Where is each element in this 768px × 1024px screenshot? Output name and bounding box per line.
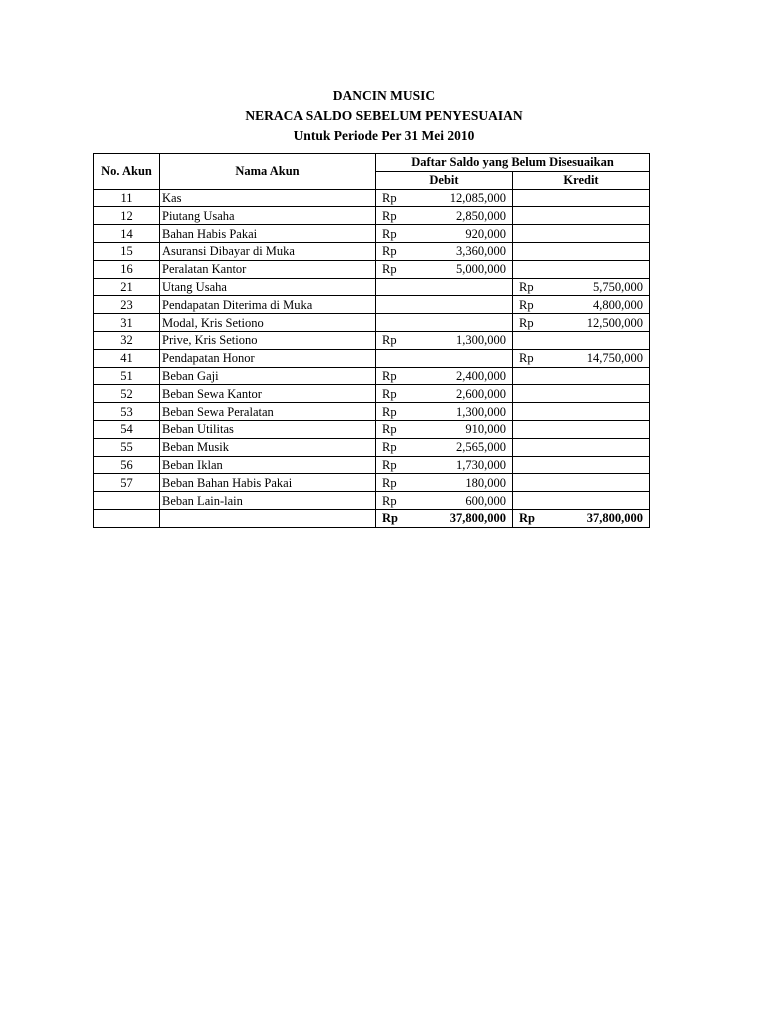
account-name: Beban Sewa Kantor (160, 385, 376, 403)
debit-cell (376, 314, 513, 332)
debit-currency: Rp (382, 386, 397, 401)
table-row (94, 278, 650, 296)
kredit-cell (513, 296, 650, 314)
kredit-cell (513, 438, 650, 456)
debit-currency: Rp (382, 190, 397, 205)
total-kredit-cell (513, 509, 650, 527)
debit-amount: 600,000 (465, 493, 506, 508)
kredit-cell (513, 385, 650, 403)
col-header-group: Daftar Saldo yang Belum Disesuaikan (376, 154, 650, 172)
debit-currency: Rp (382, 404, 397, 419)
debit-currency: Rp (382, 244, 397, 259)
debit-cell (376, 420, 513, 438)
account-number: 14 (94, 225, 160, 243)
total-debit-amount: 37,800,000 (449, 511, 506, 526)
account-name: Utang Usaha (160, 278, 376, 296)
debit-cell (376, 456, 513, 474)
col-header-no-akun: No. Akun (94, 154, 160, 190)
account-number: 53 (94, 403, 160, 421)
company-name: DANCIN MUSIC (332, 88, 436, 103)
account-name: Kas (160, 189, 376, 207)
debit-cell (376, 331, 513, 349)
total-debit-cell (376, 509, 513, 527)
total-debit-currency: Rp (382, 511, 398, 526)
table-row (94, 492, 650, 510)
debit-cell (376, 474, 513, 492)
table-row (94, 331, 650, 349)
total-no-cell (94, 509, 160, 527)
debit-cell (376, 296, 513, 314)
table-row (94, 349, 650, 367)
table-row (94, 403, 650, 421)
debit-currency: Rp (382, 422, 397, 437)
debit-currency: Rp (382, 457, 397, 472)
kredit-cell (513, 242, 650, 260)
table-row (94, 474, 650, 492)
debit-currency: Rp (382, 475, 397, 490)
report-period: Untuk Periode Per 31 Mei 2010 (293, 128, 475, 143)
kredit-cell (513, 349, 650, 367)
account-number: 16 (94, 260, 160, 278)
debit-cell (376, 349, 513, 367)
debit-currency: Rp (382, 226, 397, 241)
debit-cell (376, 278, 513, 296)
account-name: Bahan Habis Pakai (160, 225, 376, 243)
kredit-cell (513, 420, 650, 438)
debit-amount: 1,730,000 (456, 457, 506, 472)
report-title: NERACA SALDO SEBELUM PENYESUAIAN (245, 108, 523, 123)
debit-amount: 920,000 (465, 226, 506, 241)
debit-currency: Rp (382, 440, 397, 455)
account-name: Beban Lain-lain (160, 492, 376, 510)
debit-cell (376, 403, 513, 421)
total-name-cell (160, 509, 376, 527)
account-number: 52 (94, 385, 160, 403)
table-row (94, 367, 650, 385)
kredit-cell (513, 403, 650, 421)
kredit-cell (513, 314, 650, 332)
account-name: Modal, Kris Setiono (160, 314, 376, 332)
account-number: 23 (94, 296, 160, 314)
account-number: 15 (94, 242, 160, 260)
table-row (94, 242, 650, 260)
debit-cell (376, 492, 513, 510)
col-header-nama-akun: Nama Akun (160, 154, 376, 190)
total-kredit-currency: Rp (519, 511, 535, 526)
kredit-currency: Rp (519, 297, 534, 312)
kredit-cell (513, 260, 650, 278)
debit-amount: 12,085,000 (449, 190, 506, 205)
kredit-cell (513, 278, 650, 296)
table-row (94, 189, 650, 207)
debit-amount: 180,000 (465, 475, 506, 490)
kredit-amount: 14,750,000 (586, 351, 643, 366)
kredit-currency: Rp (519, 315, 534, 330)
total-kredit-amount: 37,800,000 (586, 511, 643, 526)
debit-cell (376, 367, 513, 385)
debit-currency: Rp (382, 262, 397, 277)
table-row (94, 420, 650, 438)
account-number: 32 (94, 331, 160, 349)
account-name: Beban Gaji (160, 367, 376, 385)
account-name: Piutang Usaha (160, 207, 376, 225)
debit-cell (376, 438, 513, 456)
account-name: Pendapatan Diterima di Muka (160, 296, 376, 314)
account-number: 55 (94, 438, 160, 456)
kredit-cell (513, 189, 650, 207)
col-header-kredit: Kredit (513, 171, 650, 189)
table-row (94, 314, 650, 332)
debit-currency: Rp (382, 493, 397, 508)
debit-amount: 5,000,000 (456, 262, 506, 277)
kredit-amount: 5,750,000 (593, 279, 643, 294)
kredit-amount: 12,500,000 (586, 315, 643, 330)
ledger-rows (94, 189, 650, 509)
table-row (94, 260, 650, 278)
kredit-currency: Rp (519, 351, 534, 366)
debit-cell (376, 242, 513, 260)
debit-amount: 2,850,000 (456, 208, 506, 223)
account-name: Beban Bahan Habis Pakai (160, 474, 376, 492)
debit-cell (376, 225, 513, 243)
account-number: 12 (94, 207, 160, 225)
account-number (94, 492, 160, 510)
debit-amount: 2,400,000 (456, 368, 506, 383)
account-name: Beban Iklan (160, 456, 376, 474)
table-row (94, 438, 650, 456)
trial-balance-table (93, 153, 650, 528)
kredit-currency: Rp (519, 279, 534, 294)
col-header-debit: Debit (376, 171, 513, 189)
debit-cell (376, 260, 513, 278)
debit-currency: Rp (382, 368, 397, 383)
kredit-cell (513, 492, 650, 510)
account-name: Beban Utilitas (160, 420, 376, 438)
kredit-amount: 4,800,000 (593, 297, 643, 312)
account-number: 56 (94, 456, 160, 474)
debit-amount: 2,600,000 (456, 386, 506, 401)
account-number: 11 (94, 189, 160, 207)
kredit-cell (513, 331, 650, 349)
debit-amount: 910,000 (465, 422, 506, 437)
account-number: 57 (94, 474, 160, 492)
account-name: Pendapatan Honor (160, 349, 376, 367)
account-number: 41 (94, 349, 160, 367)
kredit-cell (513, 474, 650, 492)
account-name: Peralatan Kantor (160, 260, 376, 278)
debit-amount: 1,300,000 (456, 333, 506, 348)
table-row (94, 456, 650, 474)
kredit-cell (513, 225, 650, 243)
account-name: Prive, Kris Setiono (160, 331, 376, 349)
kredit-cell (513, 456, 650, 474)
table-row (94, 296, 650, 314)
total-row (94, 509, 650, 527)
account-number: 31 (94, 314, 160, 332)
debit-amount: 3,360,000 (456, 244, 506, 259)
debit-cell (376, 189, 513, 207)
debit-amount: 1,300,000 (456, 404, 506, 419)
account-name: Beban Musik (160, 438, 376, 456)
debit-amount: 2,565,000 (456, 440, 506, 455)
table-row (94, 207, 650, 225)
table-row (94, 385, 650, 403)
account-number: 54 (94, 420, 160, 438)
debit-currency: Rp (382, 208, 397, 223)
debit-currency: Rp (382, 333, 397, 348)
table-row (94, 225, 650, 243)
account-name: Beban Sewa Peralatan (160, 403, 376, 421)
kredit-cell (513, 207, 650, 225)
account-name: Asuransi Dibayar di Muka (160, 242, 376, 260)
debit-cell (376, 385, 513, 403)
account-number: 51 (94, 367, 160, 385)
kredit-cell (513, 367, 650, 385)
account-number: 21 (94, 278, 160, 296)
debit-cell (376, 207, 513, 225)
